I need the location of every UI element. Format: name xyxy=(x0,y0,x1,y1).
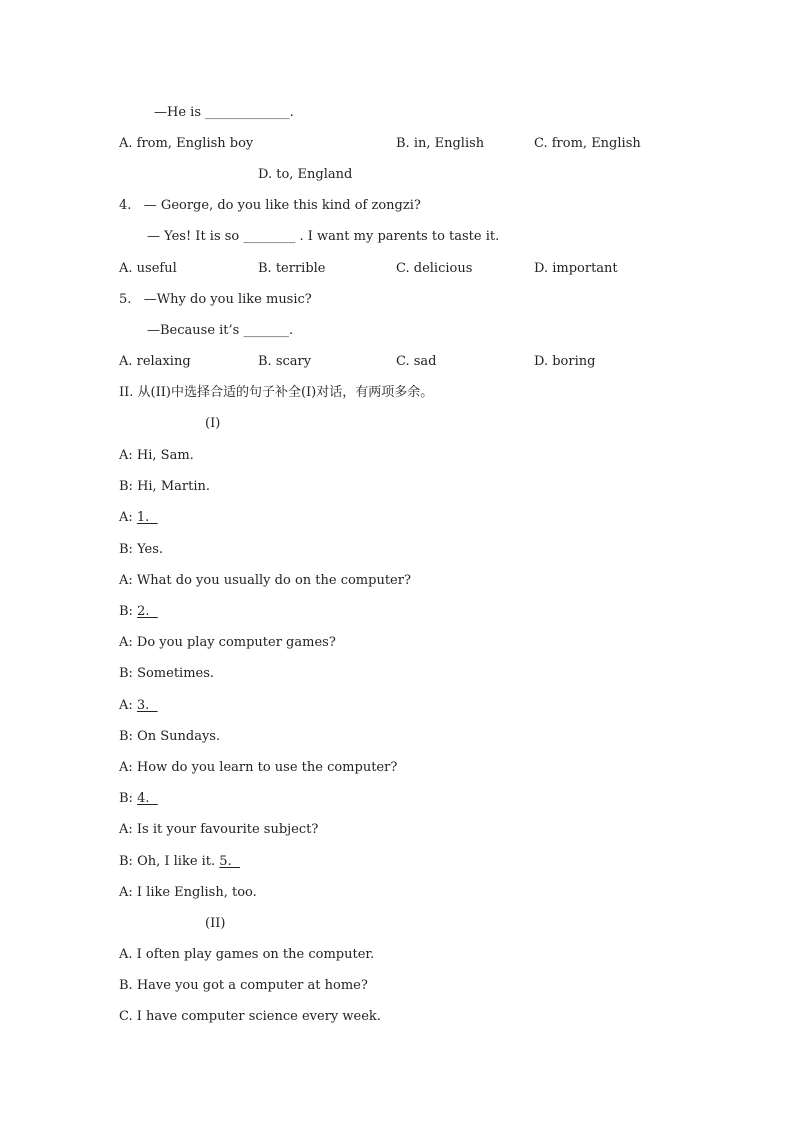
dialogue-text: A: What do you usually do on the computer? xyxy=(119,572,411,588)
q4-question: 4. — George, do you like this kind of zongzi? xyxy=(119,198,421,213)
part-1-label: (I) xyxy=(205,416,221,431)
q5-answer-stem: —Because it’s _______. xyxy=(147,323,294,338)
dialogue-line xyxy=(119,603,158,621)
dialogue-text: A: Do you play computer games? xyxy=(119,635,336,651)
answer-blank: 3. xyxy=(136,697,158,713)
dialogue-text: B: Sometimes. xyxy=(119,666,215,682)
dialogue-text: B: xyxy=(119,604,138,619)
dialogue-line xyxy=(119,821,318,839)
q5-option-c: C. sad xyxy=(396,354,437,369)
answer-blank: 1. xyxy=(136,510,158,526)
dialogue-text: B: Oh, I like it. xyxy=(119,853,220,869)
q4-option-d: D. important xyxy=(534,261,618,276)
dialogue-text: B: Yes. xyxy=(119,541,164,557)
q5-option-d: D. boring xyxy=(534,354,596,369)
dialogue-line xyxy=(119,572,411,590)
choice-item: A. I often play games on the computer. xyxy=(119,947,375,962)
dialogue-text: B: Hi, Martin. xyxy=(119,479,210,495)
choice-item: C. I have computer science every week. xyxy=(119,1009,381,1024)
part-2-label: (II) xyxy=(205,916,226,931)
section-2-instruction: II. 从(II)中选择合适的句子补全(I)对话，有两项多余。 xyxy=(119,385,434,400)
q3-option-b: B. in, English xyxy=(396,136,485,151)
dialogue-line xyxy=(119,884,257,902)
dialogue-text: A: Hi, Sam. xyxy=(119,448,194,463)
q4-answer-stem: — Yes! It is so ________ . I want my parents to taste it. xyxy=(147,229,500,244)
dialogue-text: A: I like English, too. xyxy=(119,884,257,900)
q5-question: 5. —Why do you like music? xyxy=(119,292,312,307)
dialogue-line xyxy=(119,790,158,808)
dialogue-line xyxy=(119,853,240,871)
dialogue-line xyxy=(119,759,397,777)
choice-item: B. Have you got a computer at home? xyxy=(119,978,368,993)
dialogue-text: A: xyxy=(119,697,137,713)
dialogue-line xyxy=(119,541,163,559)
dialogue-text: A: How do you learn to use the computer? xyxy=(119,760,398,775)
answer-blank: 2. xyxy=(137,604,158,619)
dialogue-line xyxy=(119,728,220,746)
q4-option-b: B. terrible xyxy=(258,261,326,276)
dialogue-line xyxy=(119,634,336,652)
answer-blank: 4. xyxy=(137,791,158,807)
q3-option-c: C. from, English xyxy=(534,136,641,151)
dialogue-text: A: xyxy=(119,510,137,526)
dialogue-text: B: On Sundays. xyxy=(119,728,221,744)
dialogue-line xyxy=(119,478,210,496)
q4-option-c: C. delicious xyxy=(396,261,473,276)
dialogue-line xyxy=(119,697,158,715)
q3-option-d: D. to, England xyxy=(258,167,353,182)
dialogue-line xyxy=(119,509,158,527)
q3-answer-stem: —He is _____________. xyxy=(154,105,294,120)
q5-option-a: A. relaxing xyxy=(119,354,191,369)
q4-option-a: A. useful xyxy=(119,261,177,276)
q5-option-b: B. scary xyxy=(258,354,312,369)
q3-option-a: A. from, English boy xyxy=(119,136,254,151)
dialogue-text: B: xyxy=(119,791,138,807)
dialogue-line xyxy=(119,665,214,683)
dialogue-line xyxy=(119,447,194,465)
answer-blank: 5. xyxy=(219,853,240,869)
dialogue-text: A: Is it your favourite subject? xyxy=(119,822,319,838)
